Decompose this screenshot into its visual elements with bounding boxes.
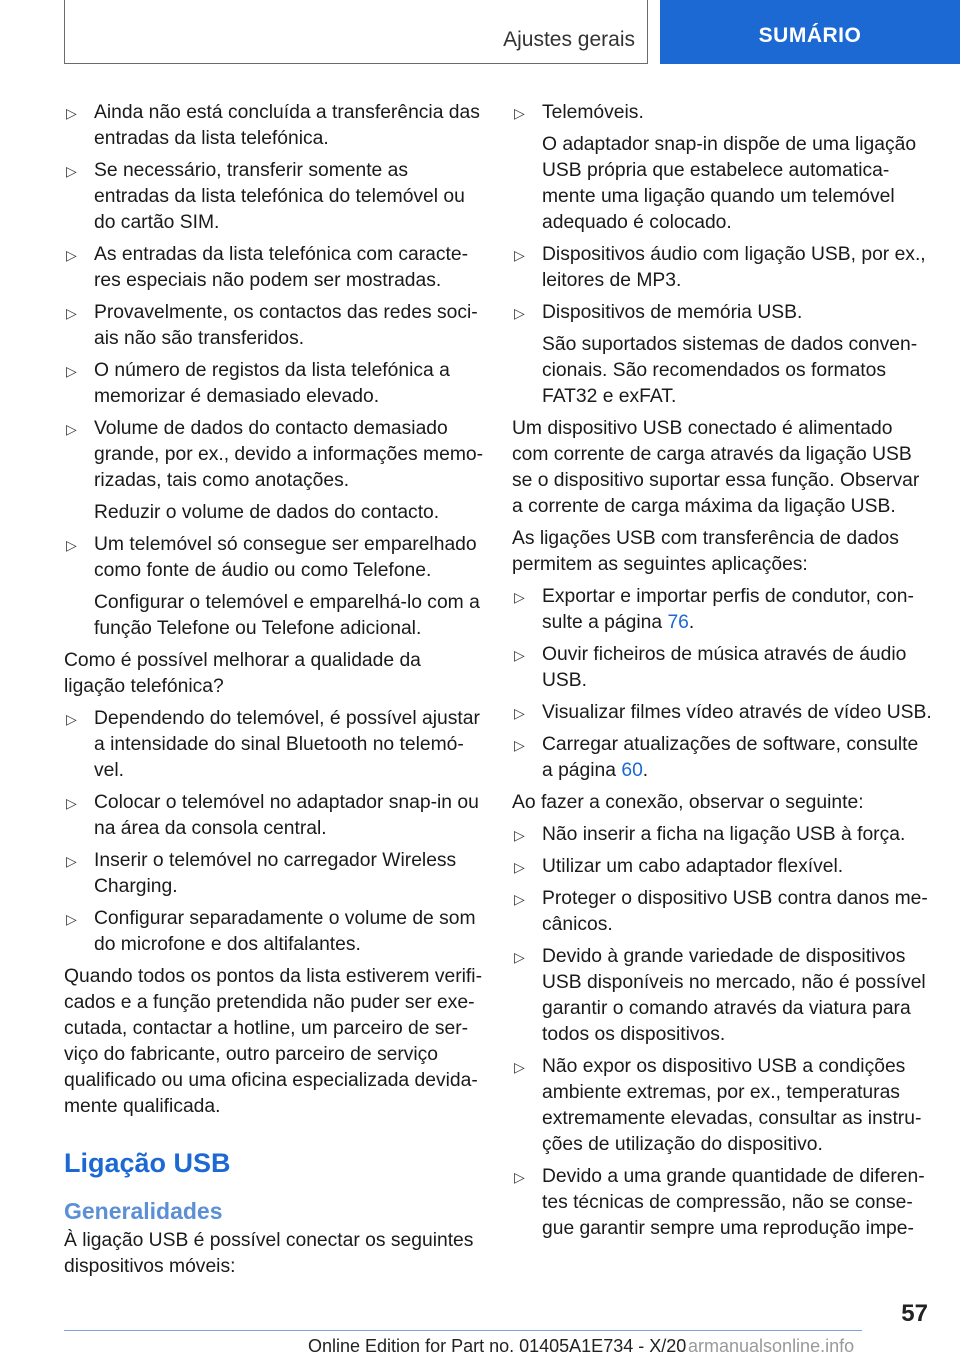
question-paragraph: Como é possível melhorar a qualidade da ligação telefónica? (64, 650, 421, 697)
bullet-triangle-icon: ▷ (514, 1059, 525, 1075)
bullet-triangle-icon: ▷ (514, 647, 525, 663)
list-item: ▷ Volume de dados do contacto demasiado grande, por ex., devido a informações memorizadas, tais como anotações. (66, 418, 484, 491)
list-item: ▷ Dependendo do telemóvel, é possível ajustar a intensidade do sinal Bluetooth no telemóvel. (66, 708, 480, 781)
list-item: ▷ Devido à grande variedade de dispositivos USB disponíveis no mercado, não é possível garantir o comando através da viatura para todos os dispositivos. (514, 946, 926, 1045)
bullet-triangle-icon: ▷ (514, 949, 525, 965)
sub-text: Configurar o telemóvel e emparelhá-lo com a função Telefone ou Telefone adicional. (94, 592, 480, 639)
bullet-triangle-icon: ▷ (66, 853, 77, 869)
bullet-triangle-icon: ▷ (66, 247, 77, 263)
list-item: ▷ Não inserir a ficha na ligação USB à força. (512, 822, 932, 848)
bullet-triangle-icon: ▷ (514, 247, 525, 263)
list-item: ▷ As entradas da lista telefónica com caracteres especiais não podem ser mostradas. (66, 244, 469, 291)
intro-paragraph: À ligação USB é possível conectar os seguintes dispositivos móveis: (64, 1230, 474, 1277)
bullet-triangle-icon: ▷ (514, 859, 525, 875)
list-item: ▷ Telemóveis. (512, 100, 932, 126)
bullet-triangle-icon: ▷ (66, 795, 77, 811)
page-header (64, 0, 960, 66)
bullet-triangle-icon: ▷ (514, 305, 525, 321)
list-item: ▷ O número de registos da lista telefónica a memorizar é demasiado elevado. (66, 360, 450, 407)
section-tab (64, 0, 648, 64)
list-item: ▷ Se necessário, transferir somente as entradas da lista telefónica do telemóvel ou do cartão SIM. (66, 160, 465, 233)
footer-divider (64, 1330, 862, 1331)
list-item: ▷ Dispositivos de memória USB. (512, 300, 932, 326)
list-item: ▷ Colocar o telemóvel no adaptador snap-in ou na área da consola central. (66, 792, 479, 839)
sub-text: Reduzir o volume de dados do contacto. (94, 502, 440, 523)
list-item: ▷ Exportar e importar perfis de condutor, consulte a página 76. (514, 586, 914, 633)
page-link-76[interactable]: 76 (667, 612, 689, 633)
list-item: ▷ Utilizar um cabo adaptador flexível. (512, 854, 932, 880)
list-item: ▷ Ainda não está concluída a transferência das entradas da lista telefónica. (66, 102, 480, 149)
heading-general: Generalidades (64, 1198, 223, 1224)
section-title: Ajustes gerais (503, 28, 635, 51)
paragraph: Um dispositivo USB conectado é alimentado com corrente de carga através da ligação USB se o dispositivo suportar essa função. Observar a corrente de carga máxima da ligação USB. (512, 418, 920, 517)
list-item: ▷ Visualizar filmes vídeo através de vídeo USB. (512, 700, 932, 726)
bullet-triangle-icon: ▷ (514, 1169, 525, 1185)
list-item: ▷ Ouvir ficheiros de música através de áudio USB. (514, 644, 907, 691)
footer-edition: Online Edition for Part no. 01405A1E734 - X/20 (308, 1336, 687, 1356)
page-link-60[interactable]: 60 (621, 760, 643, 781)
list-item: ▷ Proteger o dispositivo USB contra danos mecânicos. (514, 888, 928, 935)
list-item: ▷ Provavelmente, os contactos das redes sociais não são transferidos. (66, 302, 478, 349)
right-column (512, 100, 932, 1248)
bullet-triangle-icon: ▷ (66, 305, 77, 321)
page-number: 57 (901, 1300, 928, 1327)
bullet-triangle-icon: ▷ (66, 911, 77, 927)
list-item: ▷ Dispositivos áudio com ligação USB, por ex., leitores de MP3. (514, 244, 926, 291)
left-column (64, 100, 484, 1286)
list-item: ▷ Configurar separadamente o volume de som do microfone e dos altifalantes. (66, 908, 476, 955)
watermark-logo: armanualsonline.info (688, 1336, 855, 1356)
bullet-triangle-icon: ▷ (514, 105, 525, 121)
bullet-triangle-icon: ▷ (514, 891, 525, 907)
paragraph: Ao fazer a conexão, observar o seguinte: (512, 792, 864, 813)
list-item: ▷ Devido a uma grande quantidade de diferentes técnicas de compressão, não se consegue garantir sempre uma reprodução impe- (514, 1166, 925, 1239)
list-item: ▷ Não expor os dispositivo USB a condições ambiente extremas, por ex., temperaturas extremamente elevadas, consultar as instruções de utilização do dispositivo. (514, 1056, 922, 1155)
bullet-triangle-icon: ▷ (66, 163, 77, 179)
bullet-triangle-icon: ▷ (66, 537, 77, 553)
bullet-triangle-icon: ▷ (514, 589, 525, 605)
list-item: ▷ Inserir o telemóvel no carregador Wireless Charging. (66, 850, 457, 897)
bullet-triangle-icon: ▷ (514, 827, 525, 843)
paragraph: As ligações USB com transferência de dados permitem as seguintes aplicações: (512, 528, 899, 575)
bullet-triangle-icon: ▷ (66, 105, 77, 121)
list-item: ▷ Carregar atualizações de software, consulte a página 60. (514, 734, 919, 781)
sub-text: O adaptador snap-in dispõe de uma ligação USB própria que estabelece automaticamente uma ligação quando um telemóvel adequado é colocado. (542, 134, 917, 233)
heading-usb: Ligação USB (64, 1148, 231, 1178)
bullet-triangle-icon: ▷ (514, 737, 525, 753)
bullet-triangle-icon: ▷ (66, 363, 77, 379)
bullet-triangle-icon: ▷ (66, 421, 77, 437)
bullet-triangle-icon: ▷ (66, 711, 77, 727)
sub-text: São suportados sistemas de dados convencionais. São recomendados os formatos FAT32 e exFAT. (542, 334, 918, 407)
bullet-triangle-icon: ▷ (514, 705, 525, 721)
list-item: ▷ Um telemóvel só consegue ser emparelhado como fonte de áudio ou como Telefone. (66, 534, 477, 581)
summary-button[interactable]: SUMÁRIO (660, 0, 960, 64)
closing-paragraph: Quando todos os pontos da lista estiverem verificados e a função pretendida não puder ser executada, contactar a hotline, um parceiro de serviço do fabricante, outro parceiro de serviço qualificado ou uma oficina especializada devidamente qualificada. (64, 966, 482, 1117)
